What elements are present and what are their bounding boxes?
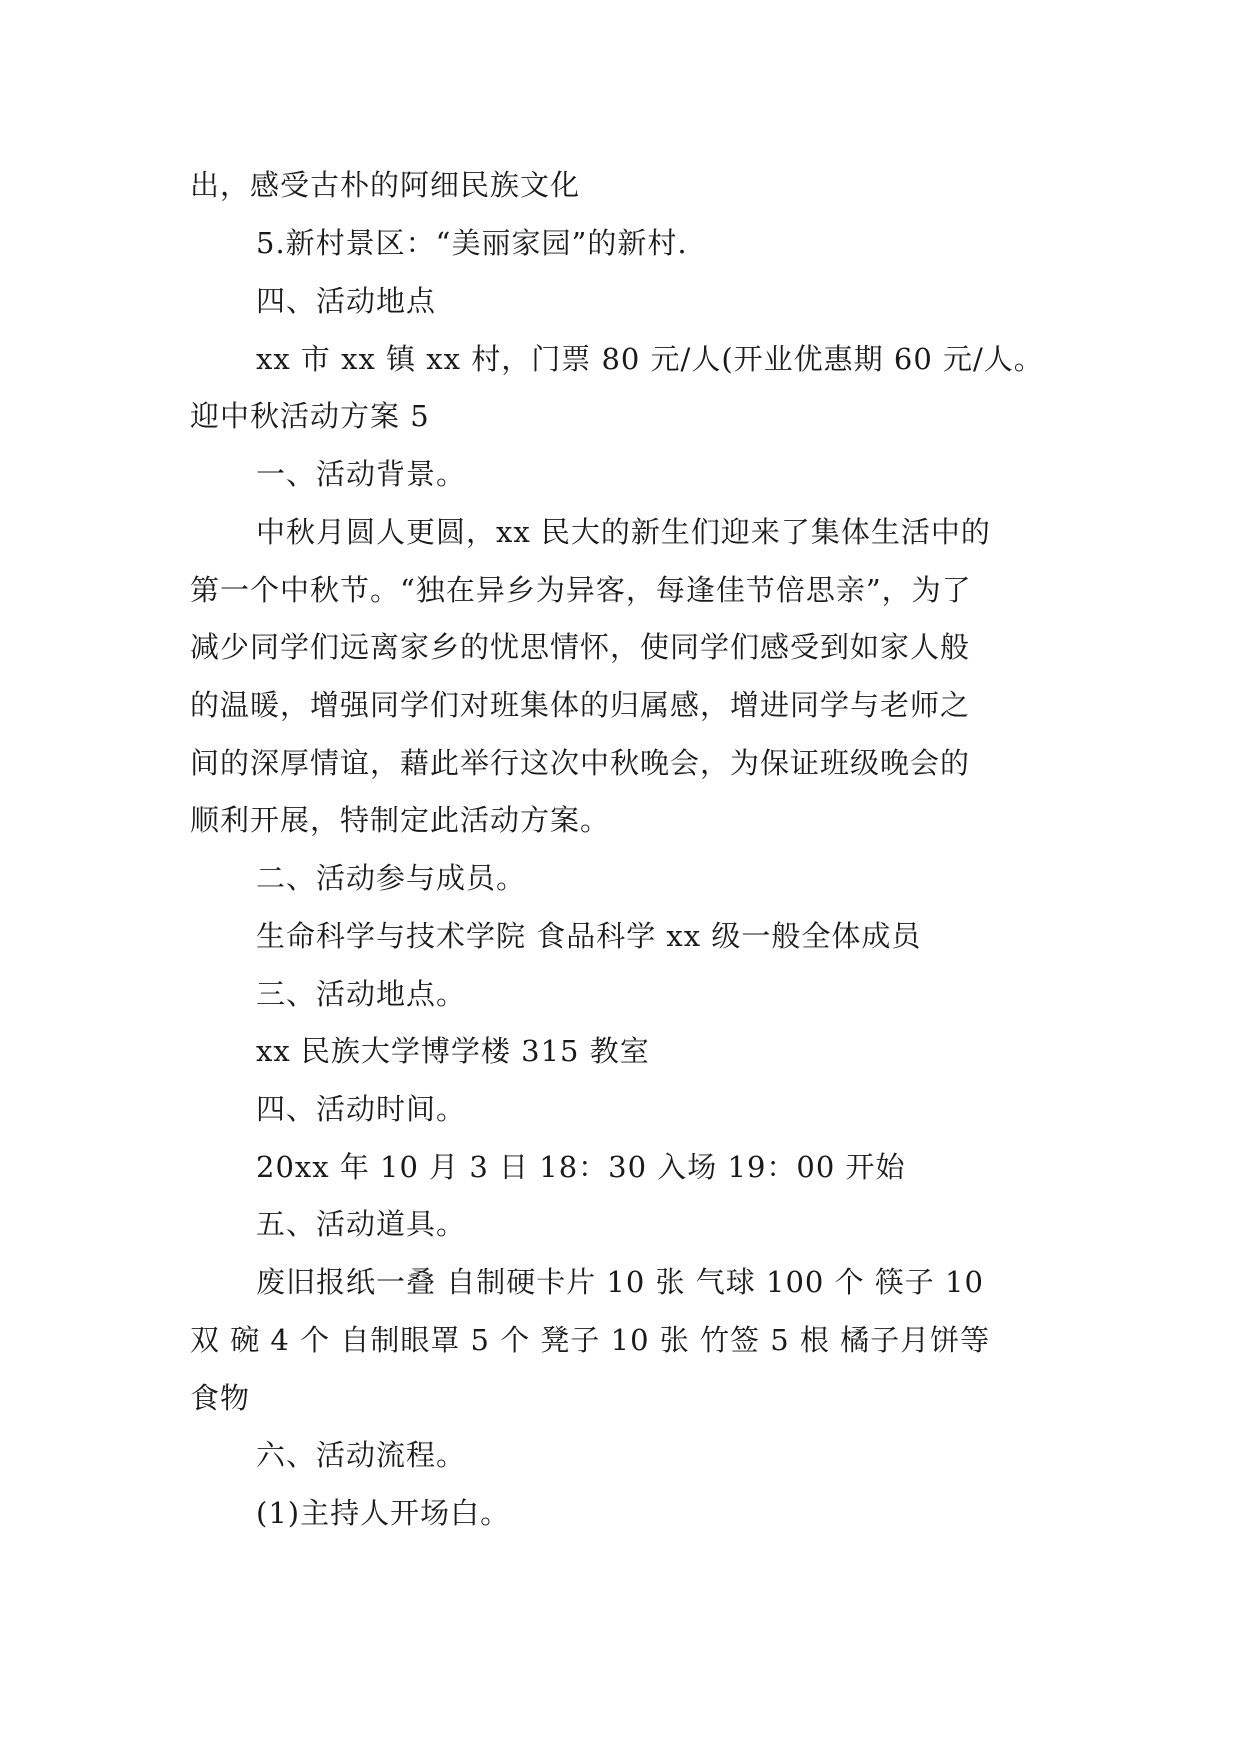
list-item-line: (1)主持人开场白。 [256,1496,511,1530]
paragraph-line: 废旧报纸一叠 自制硬卡片 10 张 气球 100 个 筷子 10 [256,1265,984,1299]
paragraph-line: 顺利开展，特制定此活动方案。 [190,803,611,837]
paragraph-line: 出，感受古朴的阿细民族文化 [190,168,581,202]
paragraph-line: 生命科学与技术学院 食品科学 xx 级一般全体成员 [256,919,922,953]
section-heading: 二、活动参与成员。 [256,861,527,895]
section-heading: 一、活动背景。 [256,457,467,491]
document-title: 迎中秋活动方案 5 [190,399,430,433]
section-heading: 三、活动地点。 [256,977,467,1011]
paragraph-line: 第一个中秋节。“独在异乡为异客，每逢佳节倍思亲”，为了 [190,573,972,607]
paragraph-line: 20xx 年 10 月 3 日 18：30 入场 19：00 开始 [256,1150,906,1184]
paragraph-line: xx 市 xx 镇 xx 村，门票 80 元/人(开业优惠期 60 元/人。 [256,342,1044,376]
paragraph-line: 减少同学们远离家乡的忧思情怀，使同学们感受到如家人般 [190,630,971,664]
paragraph-line: 间的深厚情谊，藉此举行这次中秋晚会，为保证班级晚会的 [190,746,971,780]
paragraph-line: 双 碗 4 个 自制眼罩 5 个 凳子 10 张 竹签 5 根 橘子月饼等 [190,1323,991,1357]
list-item-line: 5.新村景区：“美丽家园”的新村. [256,226,688,260]
paragraph-line: xx 民族大学博学楼 315 教室 [256,1034,650,1068]
section-heading: 六、活动流程。 [256,1438,467,1472]
section-heading: 四、活动地点 [256,284,437,318]
section-heading: 四、活动时间。 [256,1092,467,1126]
paragraph-line: 食物 [190,1381,251,1415]
section-heading: 五、活动道具。 [256,1207,467,1241]
paragraph-line: 的温暖，增强同学们对班集体的归属感，增进同学与老师之 [190,688,971,722]
paragraph-line: 中秋月圆人更圆，xx 民大的新生们迎来了集体生活中的 [256,515,991,549]
